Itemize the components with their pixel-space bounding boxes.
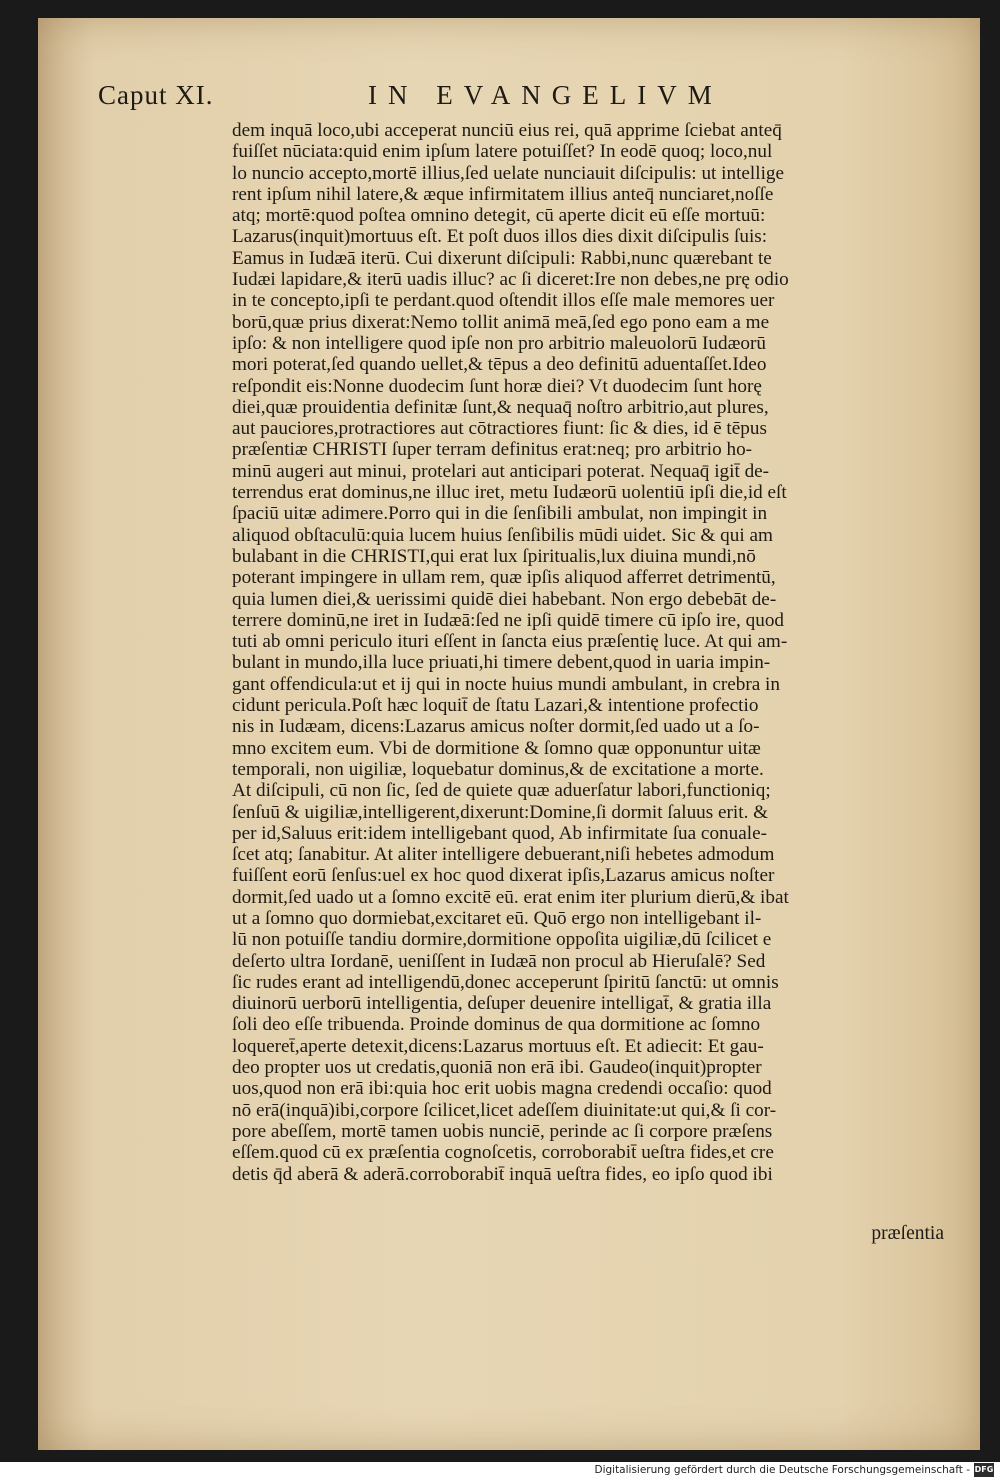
text-line: ut a ſomno quo dormiebat,excitaret eū. Quō ergo non intelligebant il- (232, 907, 762, 929)
text-line: in te concepto,ipſi te perdant.quod oſtendit illos eſſe male memores uer (232, 290, 775, 312)
text-line: tuti ab omni periculo ituri eſſent in ſancta eius præſentię luce. At qui am- (232, 631, 788, 653)
text-line: aut pauciores,protractiores aut cōtractiores fiunt: ſic & dies, id ē tēpus (232, 418, 767, 440)
text-line: nis in Iudæam, dicens:Lazarus amicus noſter dormit,ſed uado ut a ſo- (232, 716, 760, 738)
text-line: minū augeri aut minui, protelari aut anticipari poterat. Nequaq̄ igit̄ de- (232, 460, 770, 482)
text-line: Iudæi lapidare,& iterū uadis illuc? ac ſi diceret:Ire non debes,ne prę odio (232, 269, 789, 291)
text-line: uos,quod non erā ibi:quia hoc erit uobis magna credendi occaſio: quod (232, 1078, 772, 1100)
text-line: terrendus erat dominus,ne illuc iret, metu Iudæorū uolentiū ipſi die,id eſt (232, 482, 787, 504)
text-line: diuinorū uerborū intelligentia, deſuper deuenire intelligat̄, & gratia illa (232, 993, 772, 1015)
text-line: ſcet atq; ſanabitur. At aliter intelligere debuerant,niſi hebetes admodum (232, 844, 775, 866)
dfg-logo: DFG (974, 1463, 994, 1477)
running-header (98, 80, 918, 120)
text-line: præſentiæ CHRISTI ſuper terram definitus erat:neq; pro arbitrio ho- (232, 439, 753, 461)
text-line: ipſo: & non intelligere quod ipſe non pro arbitrio maleuolorū Iudæorū (232, 332, 766, 354)
text-line: nō erā(inquā)ibi,corpore ſcilicet,licet adeſſem diuinitate:ut qui,& ſi cor- (232, 1099, 777, 1121)
text-line: mno excitem eum. Vbi de dormitione & ſomno quæ opponuntur uitæ (232, 737, 761, 759)
text-line: lū non potuiſſe tandiu dormire,dormitione oppoſita uigiliæ,dū ſcilicet e (232, 929, 772, 951)
text-line: deo propter uos ut credatis,quoniā non erā ibi. Gaudeo(inquit)propter (232, 1057, 762, 1079)
text-line: ſenſuū & uigiliæ,intelligerent,dixerunt:Domine,ſi dormit ſaluus erit. & (232, 801, 769, 823)
chapter-heading: Caput XI. (98, 80, 214, 110)
text-line: gant offendicula:ut et ij qui in nocte huius mundi ambulant, in crebra in (232, 673, 780, 695)
text-line: dormit,ſed uado ut a ſomno excitē eū. erat enim iter plurium dierū,& ibat (232, 886, 789, 908)
text-line: At diſcipuli, cū non ſic, ſed de quiete quæ aduerſatur labori,functioniq; (232, 780, 771, 802)
text-line: rent ipſum nihil latere,& æque infirmitatem illius anteq̄ nunciaret,noſſe (232, 183, 774, 205)
text-line: dem inquā loco,ubi acceperat nunciū eius rei, quā apprime ſciebat anteq̄ (232, 120, 782, 141)
text-line: deſerto ultra Iordanē, ueniſſent in Iudæā non procul ab Hieruſalē? Sed (232, 950, 766, 972)
text-line: per id,Saluus erit:idem intelligebant quod, Ab infirmitate ſua conuale- (232, 822, 767, 844)
text-line: detis q̄d aberā & aderā.corroborabit̄ inquā ueſtra fides, eo ipſo quod ibi (232, 1163, 773, 1185)
text-line: fuiſſet nūciata:quid enim ipſum latere potuiſſet? In eodē quoq; loco,nul (232, 141, 773, 163)
text-line: borū,quæ prius dixerat:Nemo tollit animā meā,ſed ego pono eam a me (232, 311, 770, 333)
text-line: diei,quæ prouidentia definitæ ſunt,& nequaq̄ noſtro arbitrio,aut plures, (232, 396, 769, 418)
text-line: Eamus in Iudæā iterū. Cui dixerunt diſcipuli: Rabbi,nunc quærebant te (232, 247, 772, 269)
funding-credit: Digitalisierung gefördert durch die Deutsche Forschungsgemeinschaft - (594, 1464, 970, 1476)
text-line: mori poterat,ſed quando uellet,& tēpus a deo definitū aduentaſſet.Ideo (232, 354, 767, 376)
text-line: Lazarus(inquit)mortuus eſt. Et poſt duos illos dies dixit diſcipulis ſuis: (232, 226, 768, 248)
text-line: bulabant in die CHRISTI,qui erat lux ſpiritualis,lux diuina mundi,nō (232, 545, 756, 567)
running-title: IN EVANGELIVM (368, 80, 723, 110)
text-line: loqueret̄,aperte detexit,dicens:Lazarus mortuus eſt. Et adiecit: Et gau- (232, 1035, 764, 1057)
text-line: reſpondit eis:Nonne duodecim ſunt horæ diei? Vt duodecim ſunt horę (232, 375, 762, 397)
text-line: temporali, non uigiliæ, loquebatur dominus,& de excitatione a morte. (232, 758, 764, 780)
text-line: ſoli deo eſſe tribuenda. Proinde dominus de qua dormitione ac ſomno (232, 1014, 761, 1036)
text-line: atq; mortē:quod poſtea omnino detegit, cū aperte dicit eū eſſe mortuū: (232, 205, 766, 227)
text-line: lo nuncio accepto,mortē illius,ſed uelate nunciauit diſcipulis: ut intellige (232, 162, 785, 184)
text-line: quia lumen diei,& uerissimi quidē diei habebant. Non ergo debebāt de- (232, 588, 777, 610)
text-line: aliquod obſtaculū:quia lucem huius ſenſibilis mūdi uidet. Sic & qui am (232, 524, 773, 546)
text-line: ſic rudes erant ad intelligendū,donec acceperunt ſpiritū ſanctū: ut omnis (232, 971, 779, 993)
text-line: fuiſſent eorū ſenſus:uel ex hoc quod dixerat ipſis,Lazarus amicus noſter (232, 865, 775, 887)
body-text (232, 120, 952, 1185)
book-page (38, 18, 980, 1450)
text-line: poterant impingere in ullam rem, quæ ipſis aliquod afferret detrimentū, (232, 567, 776, 589)
text-line: ſpaciū uitæ adimere.Porro qui in die ſenſibili ambulat, non impingit in (232, 503, 768, 525)
catchword: præſentia (871, 1223, 944, 1244)
text-line: eſſem.quod cū ex præſentia cognoſcetis, corroborabit̄ ueſtra fides,et cre (232, 1142, 774, 1164)
text-line: terrere dominū,ne iret in Iudæā:ſed ne ipſi quidē timere cū ipſo ire, quod (232, 609, 785, 631)
text-line: pore abeſſem, mortē tamen uobis nunciē, perinde ac ſi corpore præſens (232, 1120, 773, 1142)
text-line: bulant in mundo,illa luce priuati,hi timere debent,quod in uaria impin- (232, 652, 771, 674)
text-line: cidunt pericula.Poſt hæc loquit̄ de ſtatu Lazari,& intentione profectio (232, 695, 759, 717)
